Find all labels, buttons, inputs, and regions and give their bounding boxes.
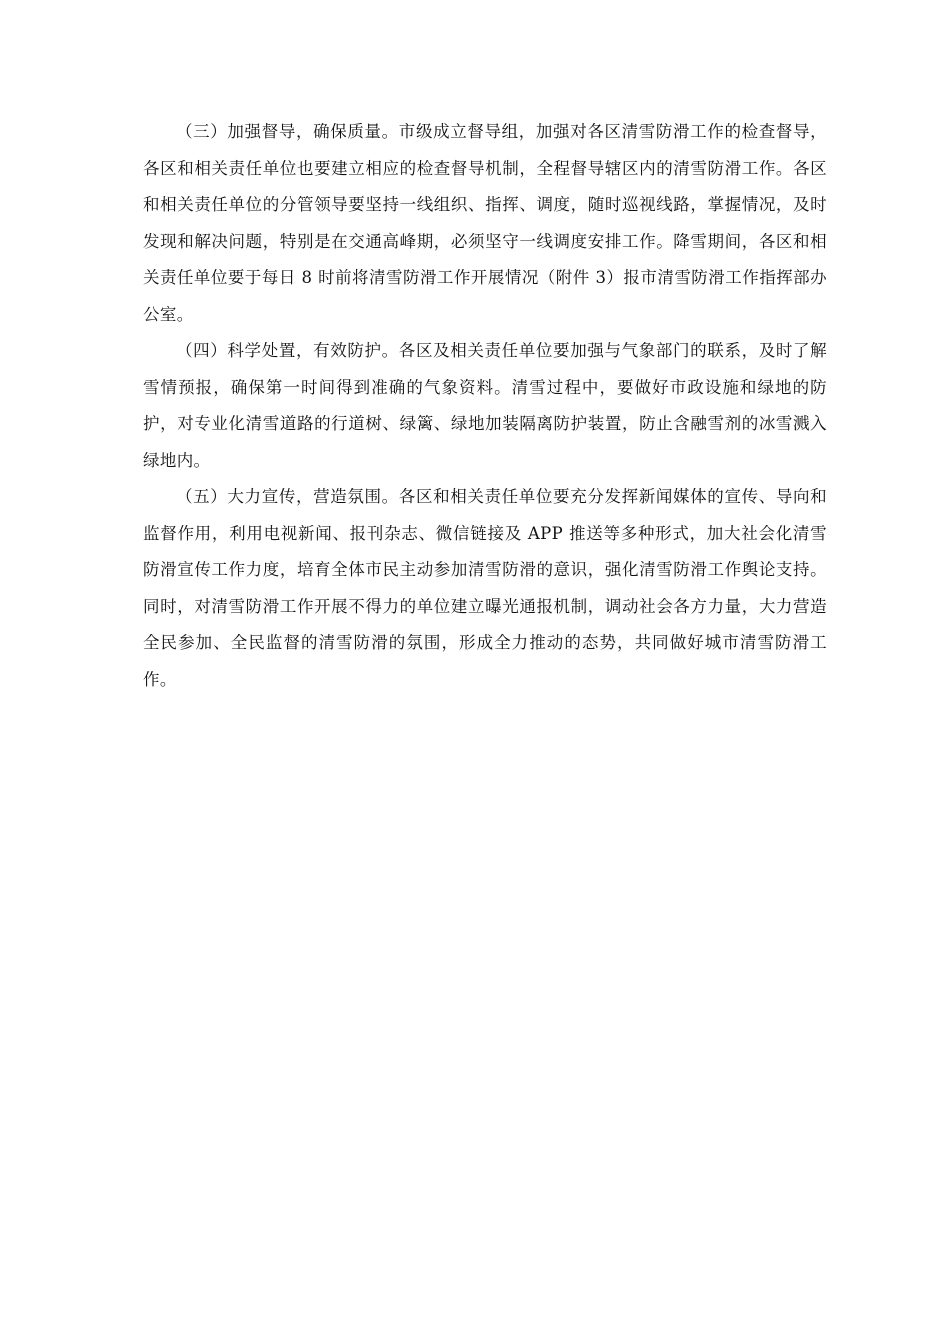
paragraph-publicity: （五）大力宣传，营造氛围。各区和相关责任单位要充分发挥新闻媒体的宣传、导向和监督作用，利用电视新闻、报刊杂志、微信链接及 APP 推送等多种形式，加大社会化清雪防滑宣传工作力度，培育全体市民主动参加清雪防滑的意识，强化清雪防滑工作舆论支持。同时，对清雪防滑工作开展不得力的单位建立曝光通报机制，调动社会各方力量，大力营造全民参加、全民监督的清雪防滑的氛围，形成全力推动的态势，共同做好城市清雪防滑工作。 <box>143 487 827 689</box>
paragraph-supervision: （三）加强督导，确保质量。市级成立督导组，加强对各区清雪防滑工作的检查督导，各区和相关责任单位也要建立相应的检查督导机制，全程督导辖区内的清雪防滑工作。各区和相关责任单位的分管领导要坚持一线组织、指挥、调度，随时巡视线路，掌握情况，及时发现和解决问题，特别是在交通高峰期，必须坚守一线调度安排工作。降雪期间，各区和相关责任单位要于每日 8 时前将清雪防滑工作开展情况（附件 3）报市清雪防滑工作指挥部办公室。 <box>143 122 827 324</box>
paragraph-protection: （四）科学处置，有效防护。各区及相关责任单位要加强与气象部门的联系，及时了解雪情预报，确保第一时间得到准确的气象资料。清雪过程中，要做好市政设施和绿地的防护，对专业化清雪道路的行道树、绿篱、绿地加装隔离防护装置，防止含融雪剂的冰雪溅入绿地内。 <box>143 341 827 470</box>
document-body <box>143 114 827 698</box>
